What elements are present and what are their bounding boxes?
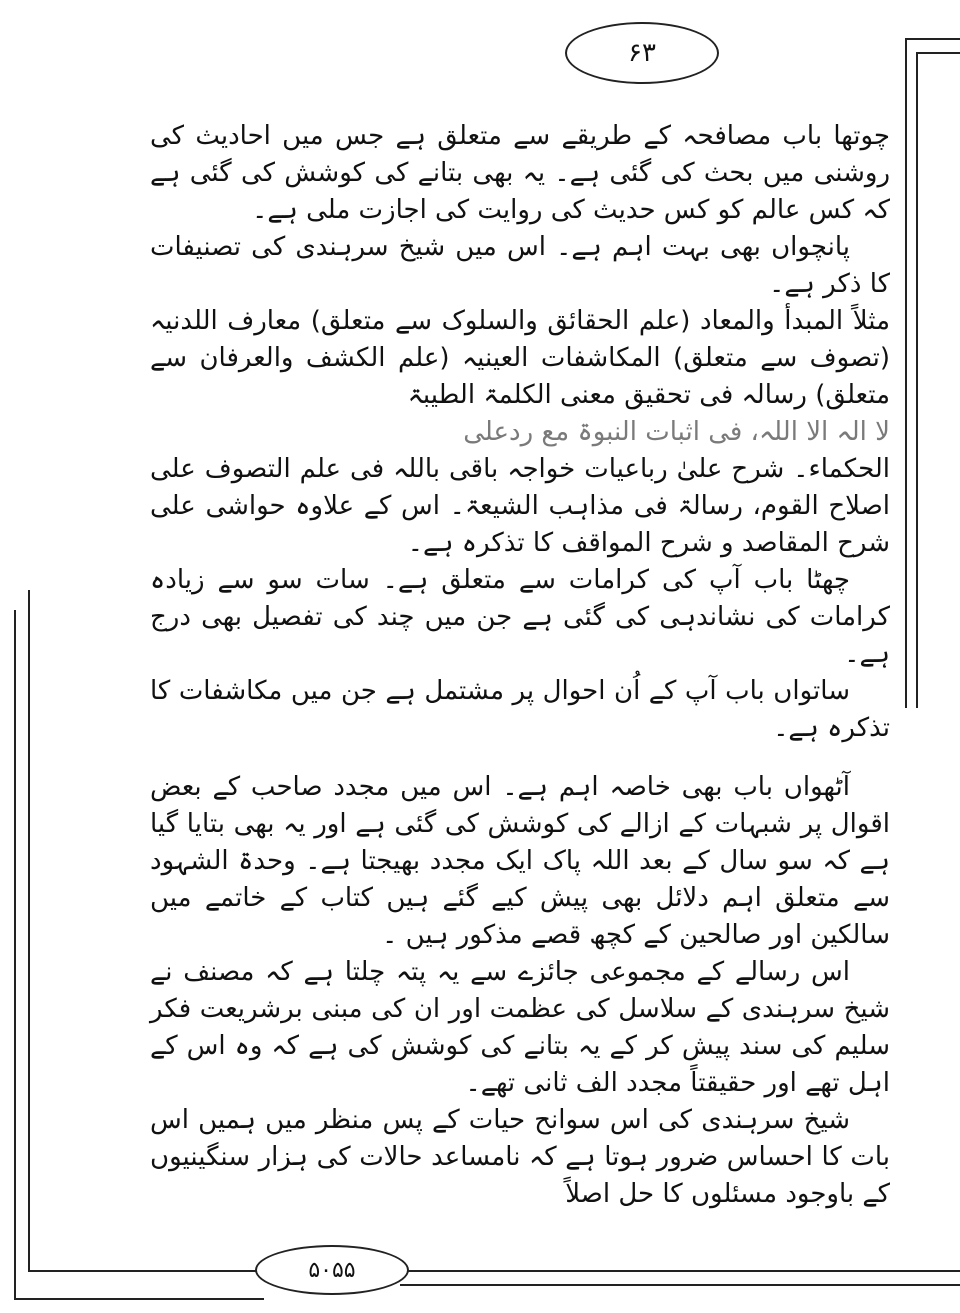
paragraph-chapter-4: چوتھا باب مصافحہ کے طریقے سے متعلق ہے جس میں احادیث کی روشنی میں بحث کی گئی ہے۔ یہ بھی بتانے کی کوشش کی گئی ہے کہ کس عالم کو کس حدیث کی روایت کی اجازت ملی ہے۔ (150, 121, 890, 225)
paragraph-works-continued: الحکماء۔ شرح علیٰ رباعیات خواجہ باقی باللہ فی علم التصوف علی اصلاح القوم، رسالۃ فی مذاہب الشیعۃ۔ اس کے علاوہ حواشی علی شرح المقاصد و شرح المواقف کا تذکرہ ہے۔ (150, 454, 890, 558)
page-number: ۶۳ (628, 38, 656, 68)
page-body (150, 118, 890, 1213)
paragraph-chapter-6: چھٹا باب آپ کی کرامات سے متعلق ہے۔ سات سو سے زیادہ کرامات کی نشاندہی کی گئی ہے جن میں چند کی تفصیل بھی درج ہے۔ (150, 565, 890, 669)
footer-badge (255, 1245, 409, 1295)
footer-code: ۵۰۵۵ (308, 1257, 356, 1283)
paragraph-chapter-5: پانچواں بھی بہت اہم ہے۔ اس میں شیخ سرہندی کی تصنیفات کا ذکر ہے۔ (150, 232, 890, 299)
paragraph-chapter-8: آٹھواں باب بھی خاصہ اہم ہے۔ اس میں مجدد صاحب کے بعض اقوال پر شبہات کے ازالے کی کوشش کی گئی ہے اور یہ بھی بتایا گیا ہے کہ سو سال کے بعد اللہ پاک ایک مجدد بھیجتا ہے۔ وحدۃ الشہود سے متعلق اہم دلائل بھی پیش کیے گئے ہیں کتاب کے خاتمے میں سالکین اور صالحین کے کچھ قصے مذکور ہیں ۔ (150, 772, 890, 950)
page-number-badge (565, 22, 719, 84)
paragraph-works-arabic: لا الہ الا اللہ، فی اثبات النبوۃ مع ردعلی (463, 417, 890, 447)
paragraph-works-list: مثلاً المبدأ والمعاد (علم الحقائق والسلوک سے متعلق) معارف اللدنیہ (تصوف سے متعلق) المکاشفات العینیہ (علم الکشف والعرفان سے متعلق) رسالہ فی تحقیق معنی الکلمۃ الطیبۃ (150, 306, 890, 410)
paragraph-background: شیخ سرہندی کی اس سوانح حیات کے پس منظر میں ہمیں اس بات کا احساس ضرور ہوتا ہے کہ نامساعد حالات کی ہزار سنگینیوں کے باوجود مسئلوں کا حل اصلاً (150, 1105, 890, 1209)
paragraph-review: اس رسالے کے مجموعی جائزے سے یہ پتہ چلتا ہے کہ مصنف نے شیخ سرہندی کے سلاسل کی عظمت اور ان کی مبنی برشریعت فکر سلیم کی سند پیش کر کے یہ بتانے کی کوشش کی ہے کہ وہ اس کے اہل تھے اور حقیقتاً مجدد الف ثانی تھے۔ (150, 957, 890, 1098)
paragraph-chapter-7: ساتواں باب آپ کے اُن احوال پر مشتمل ہے جن میں مکاشفات کا تذکرہ ہے۔ (150, 676, 890, 743)
